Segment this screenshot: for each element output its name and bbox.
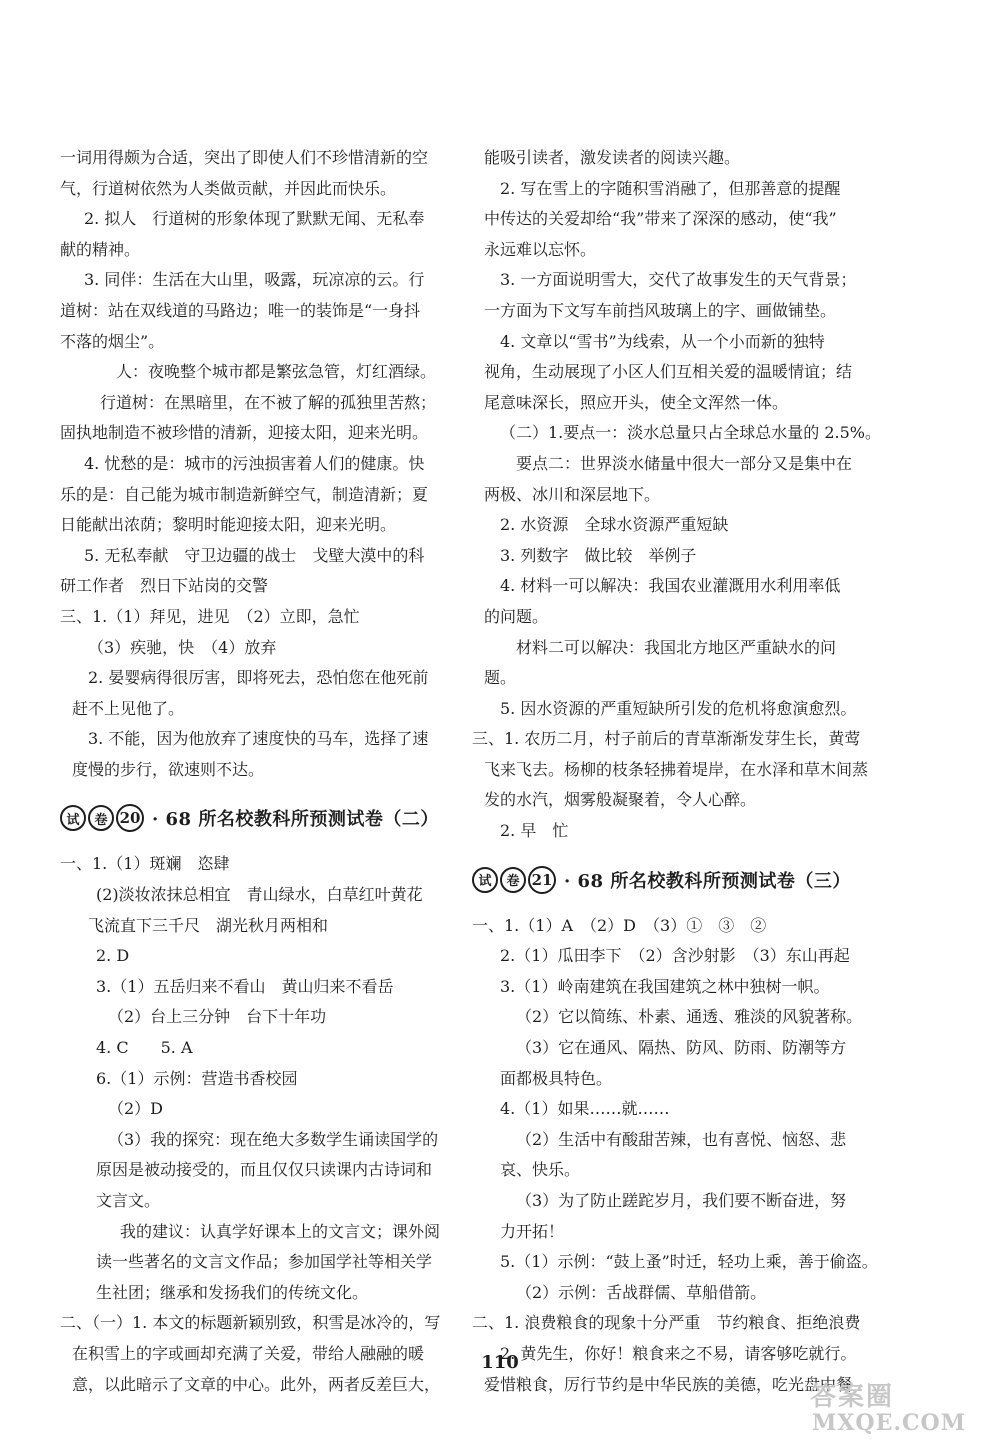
- answer-line: 3.（1）岭南建筑在我国建筑之林中独树一帜。: [500, 976, 830, 996]
- answer-line: 2.（1）瓜田李下 （2）含沙射影 （3）东山再起: [500, 946, 850, 966]
- answer-line: 3. 同伴：生活在大山里，吸露，玩凉凉的云。行: [84, 270, 425, 290]
- answer-line: 行道树：在黑暗里，在不被了解的孤独里苦熬；: [100, 392, 437, 412]
- answer-line: 气，行道树依然为人类做贡献，并因此而快乐。: [60, 178, 397, 198]
- answer-line: 力开拓！: [500, 1221, 565, 1241]
- answer-line: 2. 晏婴病得很厉害，即将死去，恐怕您在他死前: [88, 668, 429, 688]
- section-title: · 68 所名校教科所预测试卷（三）: [564, 870, 851, 892]
- answer-line: 4. 材料一可以解决：我国农业灌溉用水利用率低: [500, 576, 841, 596]
- answer-line: 意，以此暗示了文章的中心。此外，两者反差巨大，: [72, 1374, 441, 1394]
- section-header-21: [472, 857, 864, 903]
- answer-line: 道树：站在双线道的马路边；唯一的装饰是“一身抖: [60, 300, 421, 320]
- answer-line: (2)淡妆浓抹总相宜 青山绿水，白草红叶黄花: [96, 885, 423, 905]
- section-header-20: [60, 795, 455, 841]
- answer-line: （二）1.要点一：淡水总量只占全球总水量的 2.5%。: [500, 423, 882, 443]
- answer-line: 飞来飞去。杨柳的枝条轻拂着堤岸，在水泽和草木间蒸: [484, 759, 869, 779]
- answer-line: 一方面为下文写车前挡风玻璃上的字、画做铺垫。: [484, 300, 837, 320]
- section-number-badge: 21: [528, 866, 556, 894]
- answer-line: 三、1. 农历二月，村子前后的青草渐渐发芽生长，黄莺: [472, 729, 861, 749]
- answer-line: 哀、快乐。: [500, 1160, 581, 1180]
- answer-line: 发的水汽，烟雾般凝聚着，令人心醉。: [484, 790, 757, 810]
- answer-line: 2. 早 忙: [500, 821, 569, 841]
- answer-line: 人：夜晚整个城市都是繁弦急管，灯红酒绿。: [116, 362, 437, 382]
- answer-line: 题。: [484, 668, 517, 688]
- answer-line: 研工作者 烈日下站岗的交警: [60, 576, 269, 596]
- section-title: · 68 所名校教科所预测试卷（二）: [152, 809, 439, 831]
- answer-line: 二、1. 浪费粮食的现象十分严重 节约粮食、拒绝浪费: [472, 1313, 861, 1333]
- answer-line: 永远难以忘怀。: [484, 239, 597, 259]
- answer-line: 2. 写在雪上的字随积雪消融了，但那善意的提醒: [500, 178, 841, 198]
- section-badge-juan: 卷: [500, 867, 526, 893]
- answer-line: 2. 水资源 全球水资源严重短缺: [500, 515, 729, 535]
- answer-line: 2. D: [96, 946, 130, 966]
- left-answers-block: [60, 143, 455, 785]
- answer-line: 原因是被动接受的，而且仅仅只读课内古诗词和: [96, 1160, 433, 1180]
- answer-line: 在积雪上的字或画却充满了关爱，带给人融融的暖: [72, 1343, 425, 1363]
- answer-line: 4. C 5. A: [96, 1038, 193, 1058]
- answer-line: 爱惜粮食，厉行节约是中华民族的美德，吃光盘中餐: [484, 1374, 853, 1394]
- answer-line: 能吸引读者，激发读者的阅读兴趣。: [484, 148, 741, 167]
- answer-line: （3）疾驰，快 （4）放弃: [88, 637, 277, 657]
- answer-line: 献的精神。: [60, 239, 141, 259]
- answer-line: 日能献出浓荫；黎明时能迎接太阳，迎来光明。: [60, 515, 397, 535]
- watermark-bottom-text: MXQE.COM: [812, 1410, 967, 1436]
- right-answers-block: [472, 143, 882, 847]
- section-badge-shi: 试: [60, 805, 86, 831]
- answer-line: 5.（1）示例：“鼓上蚤”时迁，轻功上乘，善于偷盗。: [500, 1252, 878, 1272]
- answer-line: 4.（1）如果……就……: [500, 1099, 670, 1119]
- answer-line: 尾意味深长，照应开头，使全文浑然一体。: [484, 392, 789, 412]
- answer-line: （3）我的探究：现在绝大多数学生诵读国学的: [108, 1129, 439, 1149]
- answer-line: 读一些著名的文言文作品；参加国学社等相关学: [96, 1252, 433, 1272]
- answer-line: 6.（1）示例：营造书香校园: [96, 1068, 298, 1088]
- answer-line: 4. 忧愁的是：城市的污浊损害着人们的健康。快: [84, 453, 425, 473]
- answer-line: 赶不上见他了。: [72, 698, 185, 718]
- left-column: [60, 143, 455, 1400]
- answer-line: 我的建议：认真学好课本上的文言文；课外阅: [120, 1221, 441, 1241]
- answer-line: 材料二可以解决：我国北方地区严重缺水的问: [516, 637, 837, 657]
- answer-line: （2）它以简练、朴素、通透、雅淡的风貌著称。: [516, 1007, 863, 1027]
- watermark-logo: [800, 1376, 970, 1440]
- answer-line: 的问题。: [484, 606, 549, 626]
- answer-line: 三、1.（1）拜见，进见 （2）立即，急忙: [60, 606, 360, 626]
- answer-line: 度慢的步行，欲速则不达。: [72, 759, 265, 779]
- answer-line: 不落的烟尘”。: [60, 331, 165, 351]
- answer-line: 3. 不能，因为他放弃了速度快的马车，选择了速: [88, 729, 429, 749]
- answer-line: 2. 拟人 行道树的形象体现了默默无闻、无私奉: [84, 209, 425, 229]
- answer-line: 二、（一）1. 本文的标题新颖别致，积雪是冰冷的，写: [60, 1313, 441, 1333]
- answer-line: 面都极具特色。: [500, 1068, 613, 1088]
- answer-line: 2. 黄先生，你好！粮食来之不易，请客够吃就行。: [500, 1343, 857, 1363]
- answer-line: 一、1.（1）A （2）D （3）① ③ ②: [472, 915, 767, 935]
- answer-line: （2）D: [108, 1099, 164, 1119]
- answer-line: （3）它在通风、隔热、防风、防雨、防潮等方: [516, 1038, 847, 1058]
- watermark-top-text: 答案圈: [810, 1382, 895, 1412]
- section-badge-shi: 试: [472, 867, 498, 893]
- answer-line: 一词用得颇为合适，突出了即使人们不珍惜清新的空: [60, 148, 429, 167]
- answer-line: 生社团；继承和发扬我们的传统文化。: [96, 1282, 369, 1302]
- answer-line: （2）台上三分钟 台下十年功: [108, 1007, 327, 1027]
- left-answers-block-20: [60, 849, 455, 1400]
- answer-line: （3）为了防止蹉跎岁月，我们要不断奋进，努: [516, 1191, 847, 1210]
- answer-line: 5. 因水资源的严重短缺所引发的危机将愈演愈烈。: [500, 698, 857, 718]
- answer-line: 5. 无私奉献 守卫边疆的战士 戈壁大漠中的科: [84, 545, 425, 565]
- section-number-badge: 20: [116, 804, 144, 832]
- answer-line: 乐的是：自己能为城市制造新鲜空气，制造清新；夏: [60, 484, 429, 504]
- answer-line: 4. 文章以“雪书”为线索，从一个小而新的独特: [500, 331, 825, 351]
- answer-line: 文言文。: [96, 1191, 161, 1210]
- answer-line: 3. 一方面说明雪大，交代了故事发生的天气背景；: [500, 270, 857, 290]
- answer-line: 飞流直下三千尺 湖光秋月两相和: [88, 915, 329, 935]
- answer-line: 两极、冰川和深层地下。: [484, 484, 661, 504]
- answer-line: 要点二：世界淡水储量中很大一部分又是集中在: [516, 453, 853, 473]
- section-badge-juan: 卷: [88, 805, 114, 831]
- page-number: 110: [481, 1352, 519, 1373]
- answer-line: 3. 列数字 做比较 举例子: [500, 545, 697, 565]
- answer-line: （2）生活中有酸甜苦辣，也有喜悦、恼怒、悲: [516, 1129, 847, 1149]
- answer-line: 3.（1）五岳归来不看山 黄山归来不看岳: [96, 976, 394, 996]
- answer-line: 中传达的关爱却给“我”带来了深深的感动，使“我”: [484, 209, 837, 229]
- answer-line: 一、1.（1）斑斓 恣肆: [60, 854, 230, 874]
- answer-line: 视角，生动展现了小区人们互相关爱的温暖情谊；结: [484, 362, 853, 382]
- answer-line: 固执地制造不被珍惜的清新，迎接太阳，迎来光明。: [60, 423, 429, 443]
- answer-line: （2）示例：舌战群儒、草船借箭。: [516, 1282, 767, 1302]
